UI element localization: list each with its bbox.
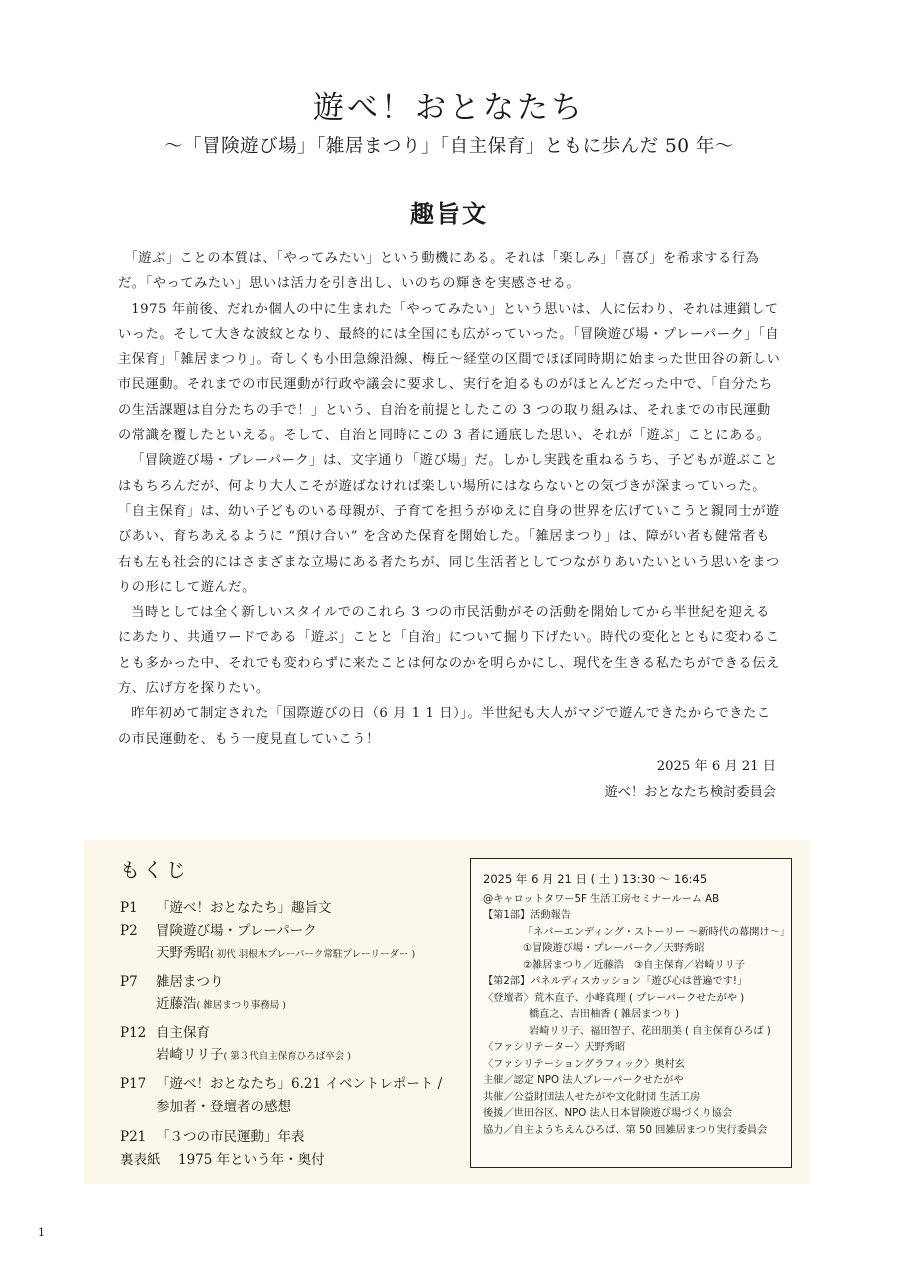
paragraph: 1975 年前後、だれか個人の中に生まれた「やってみたい」という思いは、人に伝わり、それは連鎖していった。そして大きな波紋となり、最終的には全国にも広がっていった。「冒険遊び場・プレーパーク」「自主保育」「雑居まつり」。奇しくも小田急線沿線、梅丘〜経堂の区間でほぼ同時期に始まった世田谷の新しい市民運動。それまでの市民運動が行政や議会に要求し、実行を迫るものがほとんどだった中で、「自分たちの生活課題は自分たちの手で！」という、自治を前提としたこの 3 つの取り組みは、それまでの市民運動の常識を覆したといえる。そして、自治と同時にこの 3 者に通底した思い、それが「遊ぶ」ことにある。 — [118, 301, 781, 444]
toc-title-cont: 参加者・登壇者の感想 — [156, 1099, 291, 1115]
toc-title: 冒険遊び場・プレーパーク — [156, 923, 317, 939]
signature — [605, 754, 776, 806]
event-part2-label: 【第2部】パネルディスカッション「遊び心は普遍です!」 — [483, 976, 748, 987]
page-title: 遊べ！おとなたち — [313, 90, 585, 126]
toc-title: 「遊べ！おとなたち」趣旨文 — [156, 900, 332, 916]
paragraph: 「冒険遊び場・プレーパーク」は、文字通り「遊び場」だ。しかし実践を重ねるうち、子どもが遊ぶことはもちろんだが、何より大人こそが遊ばなければ楽しい場所にはならないとの気づきが深まっていった。「自主保育」は、幼い子どものいる母親が、子育てを担うがゆえに自身の世界を広げていこうと親同士が遊びあい、育ちあえるように “預け合い” を含めた保育を開始した。「雑居まつり」は、障がい者も健常者も右も左も社会的にはさまざまな立場にある者たちが、同じ生活者としてつながりあいたいという思いをまつりの形にして遊んだ。 — [118, 453, 780, 595]
toc-page: P2 — [120, 923, 138, 939]
paragraph: 「遊ぶ」ことの本質は、「やってみたい」という動機にある。それは「楽しみ」「喜び」を希求する行為だ。「やってみたい」思いは活力を引き出し、いのちの輝きを実感させる。 — [118, 251, 760, 292]
toc-panel — [84, 840, 810, 1184]
event-support: 後援／世田谷区、NPO 法人日本冒険遊び場づくり協会 — [483, 1108, 733, 1119]
toc-page: P12 — [120, 1025, 147, 1041]
toc-item[interactable] — [120, 971, 450, 1015]
section-heading: 趣旨文 — [410, 199, 488, 228]
toc-heading: もくじ — [120, 858, 189, 882]
signature-committee: 遊べ！おとなたち検討委員会 — [604, 785, 776, 800]
toc-page: P21 — [120, 1129, 147, 1145]
toc-title: 「遊べ！おとなたち」6.21 イベントレポート / — [156, 1076, 443, 1092]
toc-list — [120, 897, 450, 1172]
event-graphic-facilitator: 〈ファシリテーショングラフィック〉奥村玄 — [483, 1058, 685, 1070]
signature-date: 2025 年 6 月 21 日 — [656, 759, 776, 774]
toc-person: 天野秀昭 — [156, 945, 210, 961]
event-speakers: 橋直之、吉田柚香 ( 雑居まつり ) — [529, 1009, 680, 1020]
event-part1-label: 【第1部】活動報告 — [483, 910, 571, 921]
toc-item[interactable] — [120, 1073, 450, 1119]
toc-person: 近藤浩 — [156, 996, 197, 1012]
toc-title: 雑居まつり — [156, 974, 224, 990]
toc-note: ( 初代 羽根木プレーパーク常駐プレーリーダー ) — [210, 949, 416, 960]
toc-item[interactable] — [120, 1126, 450, 1149]
toc-title: 1975 年という年・奥付 — [178, 1152, 325, 1168]
toc-note: ( 第３代自主保育ひろば卒会 ) — [223, 1051, 351, 1062]
event-organizer: 主催／認定 NPO 法人プレーパークせたがや — [483, 1075, 684, 1086]
event-facilitator: 〈ファシリテーター〉天野秀昭 — [483, 1042, 626, 1053]
event-speakers: 〈登壇者〉荒木直子、小峰真理 ( プレーパークせたがや ) — [483, 992, 745, 1004]
toc-item[interactable] — [120, 1022, 450, 1066]
page-number: 1 — [38, 1226, 45, 1239]
event-cooperation: 協力／自主ようちえんひろば、第 50 回雑居まつり実行委員会 — [483, 1124, 768, 1136]
toc-item[interactable] — [120, 1149, 450, 1172]
event-info-box — [470, 858, 792, 1168]
event-co-organizer: 共催／公益財団法人せたがや文化財団 生活工房 — [483, 1091, 701, 1103]
paragraph: 昨年初めて制定された「国際遊びの日（6 月 1 1 日）」。半世紀も大人がマジで遊んできたからできたこの市民運動を、もう一度見直していこう！ — [118, 706, 771, 747]
page-subtitle: 〜「冒険遊び場」「雑居まつり」「自主保育」ともに歩んだ 50 年〜 — [164, 136, 734, 157]
event-speakers: 岩崎リリ子、福田智子、花田朋美 ( 自主保育ひろば ) — [529, 1025, 771, 1037]
toc-item[interactable] — [120, 920, 450, 964]
toc-page: P1 — [120, 900, 138, 916]
event-date: 2025 年 6 月 21 日 ( 土 ) 13:30 〜 16:45 — [483, 872, 708, 886]
toc-page: 裏表紙 — [120, 1152, 161, 1168]
toc-note: ( 雑居まつり事務局 ) — [196, 1000, 286, 1011]
toc-page: P7 — [120, 974, 138, 990]
event-part1-title: 「ネバーエンディング・ストーリー 〜新時代の幕開け〜」 — [523, 926, 790, 938]
event-part1-item: ②雑居まつり／近藤浩 ③自主保育／岩崎リリ子 — [523, 959, 746, 971]
toc-title: 自主保育 — [156, 1025, 210, 1041]
statement-body — [118, 246, 782, 752]
toc-page: P17 — [120, 1076, 147, 1092]
toc-person: 岩崎リリ子 — [156, 1047, 224, 1063]
paragraph: 当時としては全く新しいスタイルでのこれら 3 つの市民活動がその活動を開始してから半世紀を迎えるにあたり、共通ワードである「遊ぶ」ことと「自治」について掘り下げたい。時代の変化とともに変わることも多かった中、それでも変わらずに来たことは何なのかを明らかにし、現代を生きる私たちができる伝え方、広げ方を探りたい。 — [118, 605, 780, 697]
toc-title: 「３つの市民運動」年表 — [156, 1129, 305, 1145]
event-venue: @キャロットタワー5F 生活工房セミナールーム AB — [483, 893, 720, 905]
event-part1-item: ①冒険遊び場・プレーパーク／天野秀昭 — [523, 943, 705, 954]
toc-item[interactable] — [120, 897, 450, 920]
